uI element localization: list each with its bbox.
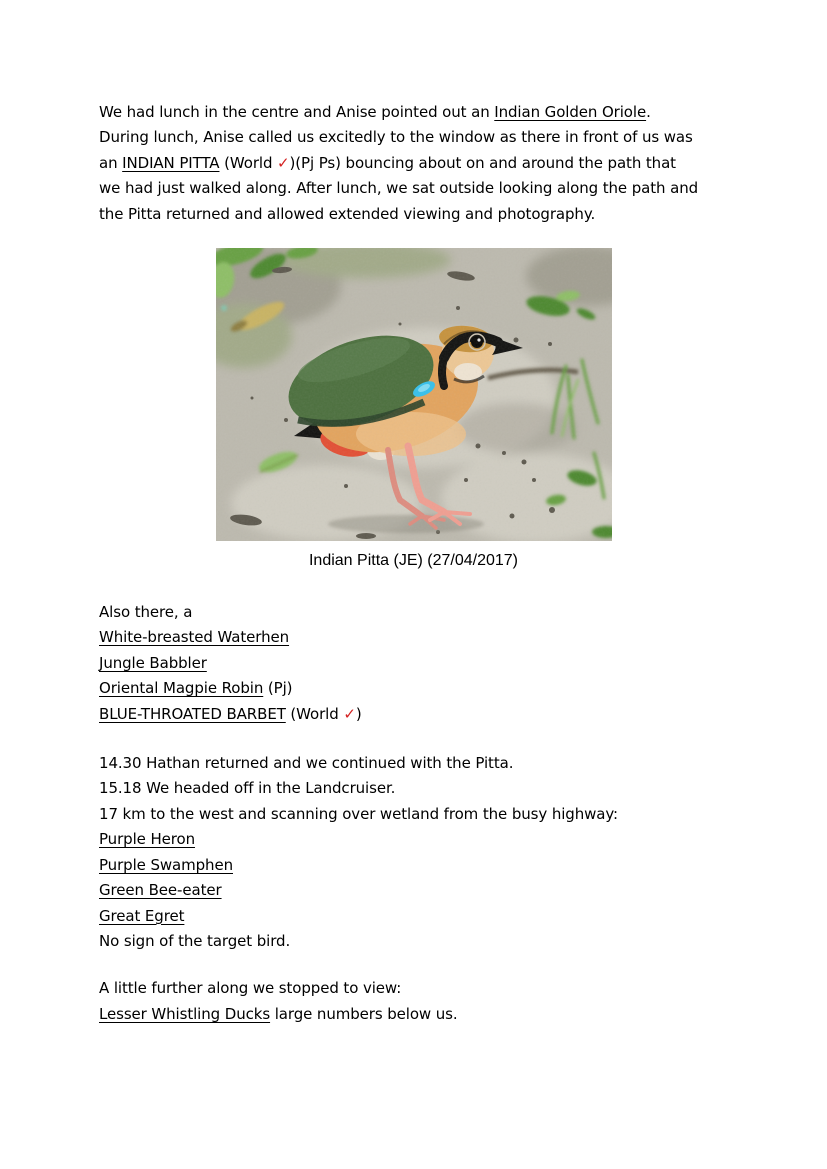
- bird-list-item: [99, 904, 728, 929]
- photo-caption: Indian Pitta (JE) (27/04/2017): [308, 552, 518, 570]
- bird-list-item: [99, 827, 728, 852]
- text-run: (Pj): [263, 679, 293, 698]
- underlined-bird-name: Jungle Babbler: [99, 653, 207, 672]
- afternoon-log: [99, 751, 728, 954]
- underlined-bird-name: INDIAN PITTA: [122, 153, 220, 172]
- photo-grain-overlay: [216, 248, 612, 541]
- text-run: During lunch, Anise called us excitedly to the window as there in front of us was: [99, 128, 693, 147]
- underlined-bird-name: Great Egret: [99, 906, 185, 925]
- text-line: [99, 976, 728, 1001]
- red-checkmark: ✓: [277, 153, 290, 172]
- bird-list-item: [99, 625, 728, 650]
- text-line: [99, 202, 728, 227]
- bird-photo: [216, 248, 612, 541]
- text-run: 14.30 Hathan returned and we continued with the Pitta.: [99, 754, 514, 773]
- text-line: [99, 776, 728, 801]
- underlined-bird-name: Indian Golden Oriole: [494, 103, 647, 121]
- text-line: [99, 802, 728, 827]
- text-run: 17 km to the west and scanning over wetland from the busy highway:: [99, 804, 619, 823]
- text-line: [99, 751, 728, 776]
- further-along-log: [99, 976, 728, 1027]
- underlined-bird-name: Green Bee-eater: [99, 881, 222, 900]
- underlined-bird-name: Purple Swamphen: [99, 855, 233, 874]
- text-line: [99, 100, 728, 125]
- text-line: [99, 600, 728, 625]
- text-run: (World: [285, 704, 344, 723]
- text-run: No sign of the target bird.: [99, 931, 291, 950]
- text-line: [99, 1002, 728, 1027]
- text-line: [99, 125, 728, 150]
- text-run: We had lunch in the centre and Anise pointed out an: [99, 103, 495, 121]
- bird-list-item: [99, 853, 728, 878]
- bird-list-item: [99, 676, 728, 701]
- red-checkmark: ✓: [343, 704, 356, 723]
- text-run: large numbers below us.: [270, 1004, 458, 1023]
- text-run: an: [99, 153, 123, 172]
- text-run: (World: [219, 153, 278, 172]
- text-run: ): [355, 704, 362, 723]
- bird-list-item: [99, 651, 728, 676]
- indian-pitta-photo-graphic: [216, 248, 612, 541]
- text-run: 15.18 We headed off in the Landcruiser.: [99, 779, 396, 798]
- text-run: we had just walked along. After lunch, we sat outside looking along the path and: [99, 179, 699, 198]
- text-run: A little further along we stopped to view:: [99, 979, 402, 998]
- text-run: )(Pj Ps) bouncing about on and around the path that: [289, 153, 676, 172]
- text-run: Also there, a: [99, 603, 193, 622]
- bird-list-item: [99, 702, 728, 727]
- underlined-bird-name: White-breasted Waterhen: [99, 628, 290, 647]
- underlined-bird-name: Lesser Whistling Ducks: [99, 1004, 271, 1023]
- also-seen-list: [99, 600, 728, 727]
- text-line: [99, 151, 728, 176]
- text-run: .: [646, 103, 651, 121]
- underlined-bird-name: Purple Heron: [99, 830, 195, 849]
- underlined-bird-name: Oriental Magpie Robin: [99, 679, 264, 698]
- text-run: the Pitta returned and allowed extended viewing and photography.: [99, 204, 596, 223]
- text-line: [99, 176, 728, 201]
- intro-paragraph: [99, 100, 728, 227]
- bird-list-item: [99, 878, 728, 903]
- underlined-bird-name: BLUE-THROATED BARBET: [99, 704, 286, 723]
- text-line: [99, 929, 728, 954]
